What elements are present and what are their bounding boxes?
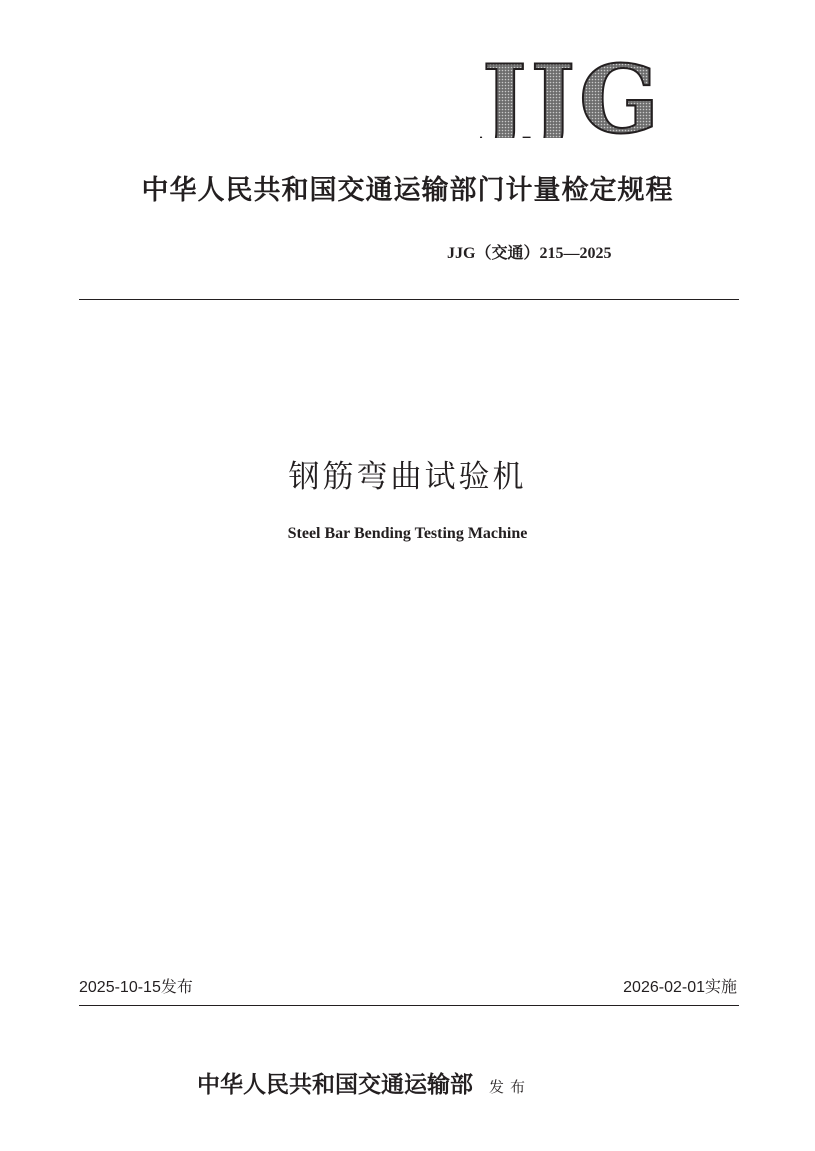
publisher-action: 发布: [489, 1078, 532, 1096]
publisher-line: [197, 1066, 531, 1099]
effective-date: 2026-02-01实施: [623, 979, 737, 996]
document-title-chinese: 钢筋弯曲试验机: [288, 459, 527, 495]
document-title-english: Steel Bar Bending Testing Machine: [287, 525, 528, 542]
standard-number: JJG（交通）215—2025: [447, 245, 612, 262]
top-divider: [79, 299, 739, 300]
publisher-name: 中华人民共和国交通运输部: [197, 1071, 473, 1098]
organization-title: 中华人民共和国交通运输部门计量检定规程: [141, 175, 674, 206]
jjg-logo-graphic: [480, 48, 708, 138]
jjg-logo: [480, 48, 708, 138]
jjg-logo-text: JJG: [482, 48, 664, 138]
bottom-divider: [79, 1005, 739, 1006]
issued-date: 2025-10-15发布: [79, 979, 193, 996]
